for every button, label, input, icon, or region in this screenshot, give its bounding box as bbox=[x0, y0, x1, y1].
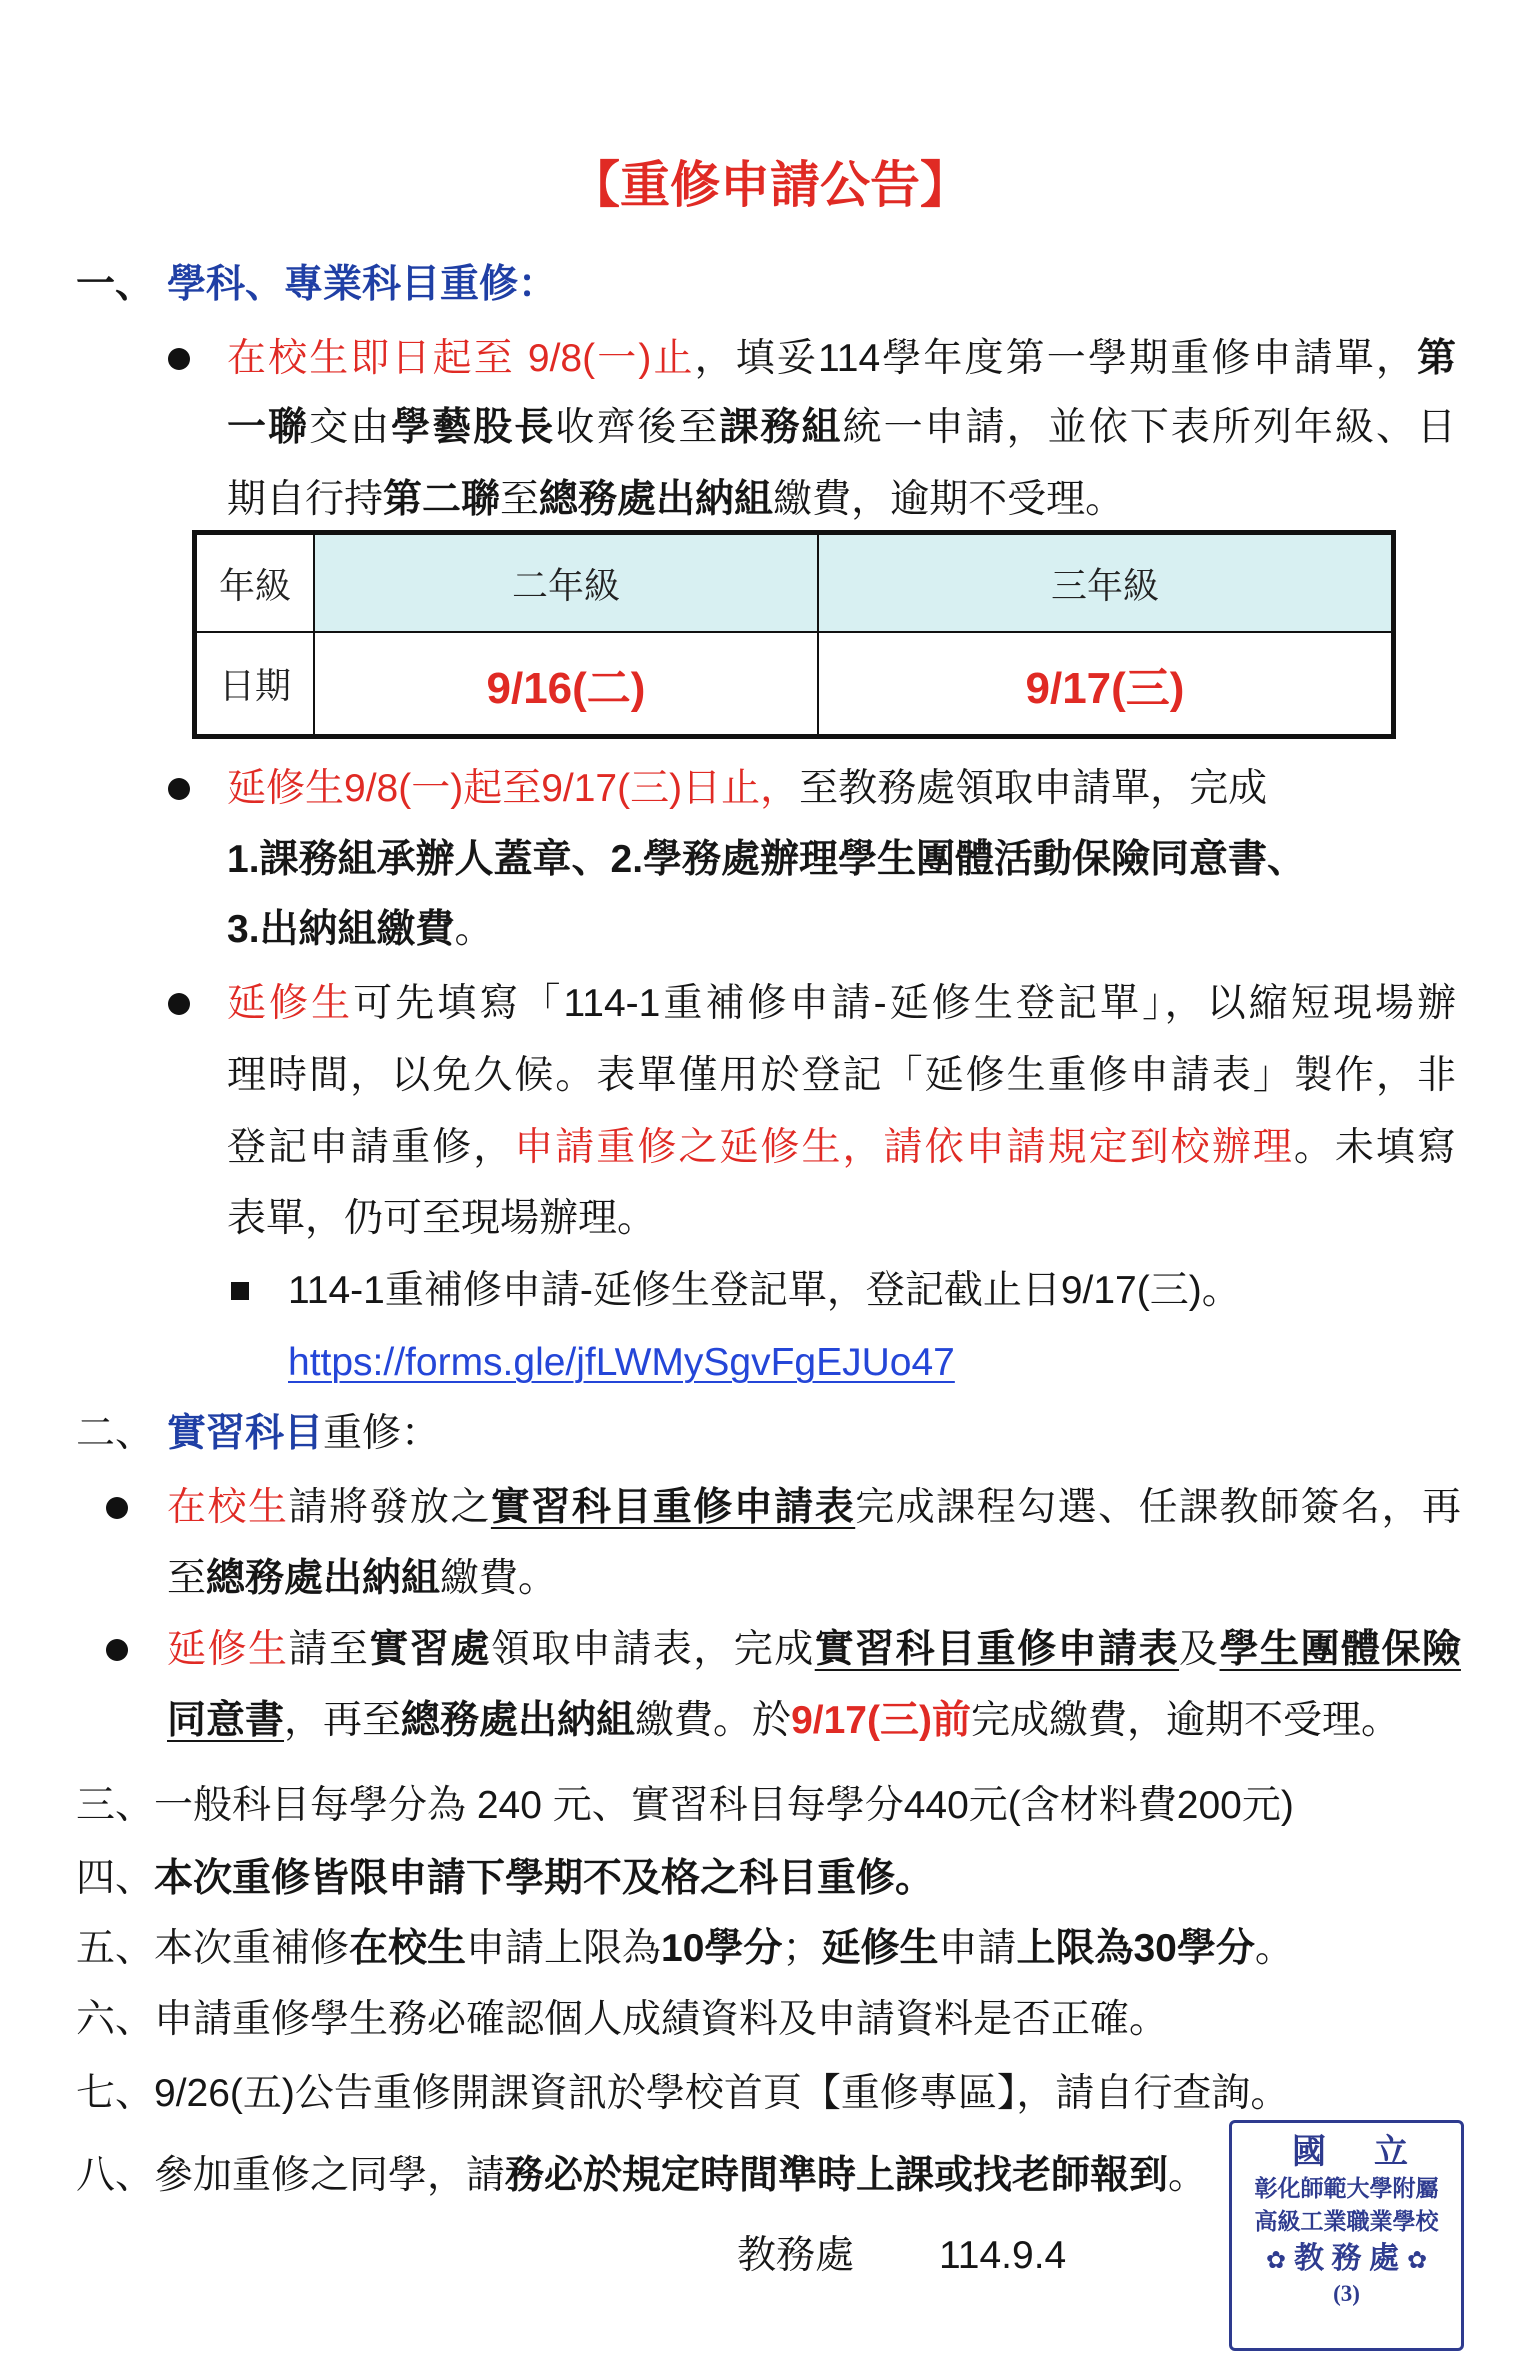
section2-heading bbox=[167, 1404, 440, 1464]
body-text: ； bbox=[782, 1927, 822, 1970]
note-3: 三、一般科目每學分為 240 元、實習科目每學分440元(含材料費200元) bbox=[76, 1784, 1294, 1827]
table-date-grade2: 9/16(二) bbox=[315, 633, 819, 734]
table-date-grade3: 9/17(三) bbox=[1025, 663, 1185, 713]
note-7: 七、9/26(五)公告重修開課資訊於學校首頁【重修專區】，請自行查詢。 bbox=[76, 2072, 1290, 2115]
bullet-icon bbox=[106, 1639, 128, 1661]
stamp-line1: 彰化師範大學附屬 bbox=[1254, 2176, 1439, 2201]
red-highlight-text: 延修生 bbox=[227, 982, 354, 1025]
s1-item3-line3 bbox=[227, 1118, 1456, 1178]
bullet-icon bbox=[168, 778, 190, 800]
note-6: 六、申請重修學生務必確認個人成績資料及申請資料是否正確。 bbox=[76, 1998, 1169, 2041]
bold-text: 總務處出納組 bbox=[206, 1557, 441, 1600]
body-text: 至 bbox=[167, 1557, 207, 1600]
note-4 bbox=[76, 1849, 934, 1909]
note-5 bbox=[76, 1919, 1294, 1979]
s1-item2-line2: 1.課務組承辦人蓋章、2.學務處辦理學生團體活動保險同意書、 bbox=[227, 838, 1307, 881]
body-text: ，再至 bbox=[284, 1699, 402, 1742]
table-header-grade: 年級 bbox=[197, 535, 315, 633]
table-header-grade2: 二年級 bbox=[315, 535, 819, 633]
body-text: 收齊後至 bbox=[555, 406, 720, 449]
s1-subitem-text: 114-1重補修申請-延修生登記單，登記截止日9/17(三)。 bbox=[288, 1269, 1241, 1312]
bold-text: 實習處 bbox=[369, 1628, 491, 1671]
red-highlight-text: 延修生 bbox=[167, 1628, 289, 1671]
body-text: 請將發放之 bbox=[288, 1486, 491, 1529]
square-bullet-icon bbox=[231, 1282, 249, 1300]
table-header-grade3: 三年級 bbox=[819, 535, 1391, 633]
section2-number: 二、 bbox=[76, 1412, 155, 1455]
bold-text: 本次重修皆限申請下學期不及格之科目重修。 bbox=[154, 1857, 935, 1900]
body-text: 登記申請重修， bbox=[227, 1126, 515, 1169]
s1-item1-line1 bbox=[227, 329, 1456, 389]
bold-text: 務必於規定時間準時上課或找老師報到 bbox=[505, 2154, 1169, 2197]
bold-text: 上限為30學分 bbox=[1016, 1927, 1255, 1970]
body-text: 理時間，以免久候。表單僅用於登記「延修生重修申請表」製作，非 bbox=[227, 1054, 1456, 1097]
s2-item1-line2 bbox=[167, 1549, 557, 1609]
body-text: ，填妥114學年度第一學期重修申請單， bbox=[694, 337, 1417, 380]
body-text: 四、 bbox=[76, 1857, 155, 1900]
body-text: 。 bbox=[454, 908, 494, 951]
bold-text: 第二聯 bbox=[383, 478, 501, 521]
footer-office: 教務處 bbox=[737, 2234, 855, 2277]
bold-text: 一聯 bbox=[227, 406, 310, 449]
page-title: 【重修申請公告】 bbox=[570, 157, 970, 213]
bold-text: 在校生 bbox=[349, 1927, 467, 1970]
schedule-table bbox=[192, 530, 1396, 739]
red-highlight-text: 申請重修之延修生，請依申請規定到校辦理 bbox=[514, 1126, 1294, 1169]
stamp-number: (3) bbox=[1333, 2281, 1360, 2306]
stamp-char-left: 國 bbox=[1292, 2134, 1326, 2171]
body-text: 重修： bbox=[323, 1412, 441, 1455]
s1-item3-line4: 表單，仍可至現場辦理。 bbox=[227, 1197, 657, 1240]
footer-date: 114.9.4 bbox=[939, 2234, 1067, 2277]
s2-item1-line1 bbox=[167, 1478, 1461, 1538]
s1-item1-line3 bbox=[227, 470, 1124, 530]
s1-item3-line2 bbox=[227, 1046, 1456, 1106]
s1-item1-line2 bbox=[227, 398, 1456, 458]
s1-item2-line1 bbox=[227, 759, 1267, 819]
body-text: 八、參加重修之同學，請 bbox=[76, 2154, 506, 2197]
body-text: 繳費。於 bbox=[635, 1699, 792, 1742]
section1-number: 一、 bbox=[76, 263, 155, 306]
table-row-label-date: 日期 bbox=[197, 633, 315, 734]
body-text: 請至 bbox=[288, 1628, 370, 1671]
red-bold-deadline-text: 9/17(三)前 bbox=[791, 1699, 971, 1742]
bold-text: 10學分 bbox=[661, 1927, 783, 1970]
bold-underlined-text: 同意書 bbox=[167, 1699, 285, 1742]
plum-blossom-icon bbox=[1266, 2241, 1286, 2278]
red-highlight-text: 在校生 bbox=[167, 1486, 289, 1529]
body-text: 。未填寫 bbox=[1293, 1126, 1456, 1169]
official-seal-stamp bbox=[1229, 2120, 1464, 2351]
bold-underlined-text: 學生團體保險 bbox=[1219, 1628, 1461, 1671]
bold-text: 總務處出納組 bbox=[401, 1699, 636, 1742]
bullet-icon bbox=[168, 348, 190, 370]
body-text: 至教務處領取申請單，完成 bbox=[799, 767, 1268, 810]
s1-item2-line3 bbox=[227, 900, 494, 960]
stamp-office-row bbox=[1232, 2241, 1461, 2277]
body-text: 交由 bbox=[309, 406, 392, 449]
bold-text: 第 bbox=[1416, 337, 1456, 380]
body-text: 繳費，逾期不受理。 bbox=[773, 478, 1125, 521]
note-8 bbox=[76, 2146, 1207, 2206]
body-text: 五、本次重補修 bbox=[76, 1927, 350, 1970]
body-text: 。 bbox=[1254, 1927, 1294, 1970]
body-text: 申請上限為 bbox=[466, 1927, 662, 1970]
plum-blossom-icon bbox=[1407, 2241, 1427, 2278]
stamp-char-right: 立 bbox=[1374, 2134, 1408, 2171]
body-text: 申請 bbox=[938, 1927, 1017, 1970]
red-highlight-text: 在校生即日起至 9/8(一)止 bbox=[227, 337, 695, 380]
body-text: 可先填寫「114-1重補修申請-延修生登記單」，以縮短現場辦 bbox=[353, 982, 1456, 1025]
bold-text: 課務組 bbox=[719, 406, 843, 449]
bold-text: 學藝股長 bbox=[391, 406, 556, 449]
body-text: 至 bbox=[500, 478, 540, 521]
body-text: 統一申請，並依下表所列年級、日 bbox=[842, 406, 1456, 449]
section2-heading-highlight: 實習科目 bbox=[167, 1412, 324, 1455]
bold-underlined-text: 實習科目重修申請表 bbox=[490, 1486, 856, 1529]
body-text: 完成繳費，逾期不受理。 bbox=[970, 1699, 1400, 1742]
s2-item2-line1 bbox=[167, 1620, 1461, 1680]
body-text: 完成課程勾選、任課教師簽名，再 bbox=[855, 1486, 1461, 1529]
stamp-office: 教 務 處 bbox=[1294, 2242, 1399, 2275]
red-highlight-text: 延修生9/8(一)起至9/17(三)日止， bbox=[227, 767, 800, 810]
body-text: 繳費。 bbox=[440, 1557, 558, 1600]
bullet-icon bbox=[168, 993, 190, 1015]
section1-heading: 學科、專業科目重修： bbox=[167, 263, 558, 306]
bullet-icon bbox=[106, 1497, 128, 1519]
body-text: 。 bbox=[1168, 2154, 1208, 2197]
stamp-line2: 高級工業職業學校 bbox=[1254, 2209, 1439, 2234]
bold-text: 延修生 bbox=[821, 1927, 939, 1970]
bold-underlined-text: 實習科目重修申請表 bbox=[814, 1628, 1180, 1671]
body-text: 及 bbox=[1179, 1628, 1220, 1671]
body-text: 領取申請表，完成 bbox=[490, 1628, 815, 1671]
registration-form-link[interactable]: https://forms.gle/jfLWMySgvFgEJUo47 bbox=[288, 1341, 955, 1384]
bold-text: 總務處出納組 bbox=[539, 478, 774, 521]
bold-text: 3.出納組繳費 bbox=[227, 908, 455, 951]
s1-item3-line1 bbox=[227, 974, 1456, 1034]
body-text: 期自行持 bbox=[227, 478, 384, 521]
s2-item2-line2 bbox=[167, 1691, 1400, 1751]
